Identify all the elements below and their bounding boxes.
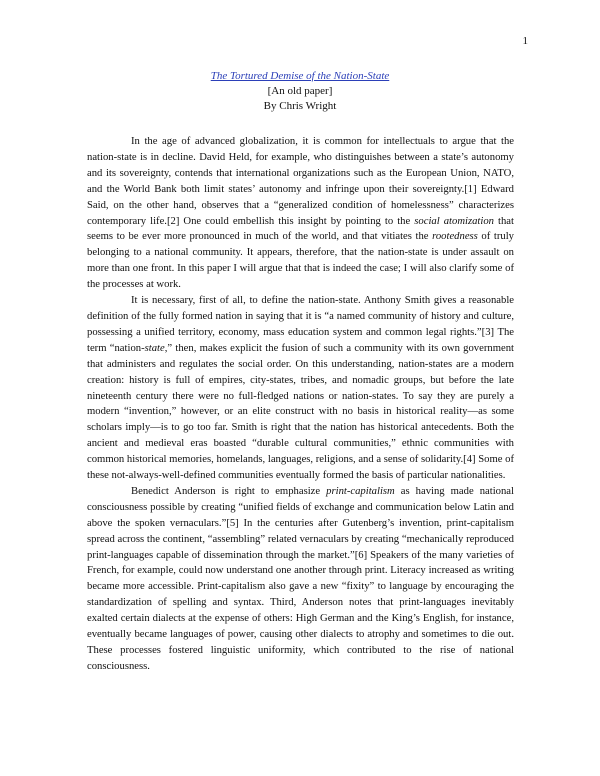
body-text	[87, 134, 514, 675]
paragraph-1	[87, 134, 514, 293]
paragraph-1-text: that seems to be ever more pronounced in much of the world, and that vitiates the	[87, 215, 514, 243]
paragraph-2	[87, 293, 514, 484]
emphasis-rootedness: rootedness	[432, 231, 478, 243]
paragraph-1-text: In the age of advanced globalization, it is common for intellectuals to argue that the nation-state is in decline. David Held, for example, who distinguishes between a state’s autonomy and its sovereignty, contends that international organizations such as the European Union, NATO, and the World Bank both limit states’ autonomy and infringe upon their sovereignty.[1] Edward Said, on the other hand, observes that a “generalized condition of homelessness” characterizes contemporary life.[2] One could embellish this insight by pointing to the	[87, 136, 514, 227]
paragraph-2-text: ,” then, makes explicit the fusion of such a community with its own government that administers and regulates the social order. On this understanding, nation-states are a modern creation: history is full of empires, city-states, tribes, and nomadic groups, but before the late nineteenth century there were no full-fledged nations or nation-states. To say they are purely a modern “invention,” however, or an elite construct with no basis in historical reality—as some scholars imply—is to go too far. Smith is right that the nation has historical antecedents. Both the ancient and medieval eras boasted “durable cultural communities,” ethnic communities with common historical memories, homelands, languages, religions, and a sense of solidarity.[4] Some of these not-always-well-defined communities eventually formed the basis of particular nationalities.	[87, 342, 514, 482]
byline: By Chris Wright	[263, 100, 337, 112]
paper-note: [An old paper]	[267, 85, 333, 97]
title-link[interactable]: The Tortured Demise of the Nation-State	[210, 70, 390, 82]
document-header	[0, 69, 600, 114]
paragraph-3	[87, 484, 514, 675]
paragraph-2-text: It is necessary, first of all, to define the nation-state. Anthony Smith gives a reasonable definition of the fully formed nation in saying that it is “a named community of history and culture, possessing a unified territory, economy, mass education system and common legal rights.”[3] The term “nation-	[87, 295, 514, 354]
emphasis-state: state	[144, 342, 165, 354]
emphasis-print-capitalism: print-capitalism	[326, 485, 395, 497]
paragraph-3-text: as having made national consciousness possible by creating “unified fields of exchange and communication below Latin and above the spoken vernaculars.”[5] In the centuries after Gutenberg’s invention, print-capitalism spread across the continent, “assembling” related vernaculars by creating “mechanically reproduced print-languages capable of dissemination through the market.”[6] Speakers of the many varieties of French, for example, could now understand one another through print. Literacy increased as writing became more accessible. Print-capitalism also gave a new “fixity” to language by encouraging the standardization of spelling and syntax. Third, Anderson notes that print-languages inevitably exalted certain dialects at the expense of others: High German and the King’s English, for instance, eventually became languages of power, causing other dialects to atrophy and sometimes to die out. These processes fostered linguistic uniformity, which contributed to the rise of national consciousness.	[87, 485, 514, 672]
emphasis-social-atomization: social atomization	[414, 215, 494, 227]
page-number: 1	[522, 35, 528, 47]
paragraph-3-text: Benedict Anderson is right to emphasize	[131, 485, 327, 497]
paragraph-1-text: of truly belonging to a national community. It appears, therefore, that the nation-state is under assault on more than one front. In this paper I will argue that that is indeed the case; I will also clarify some of the processes at work.	[87, 231, 514, 291]
